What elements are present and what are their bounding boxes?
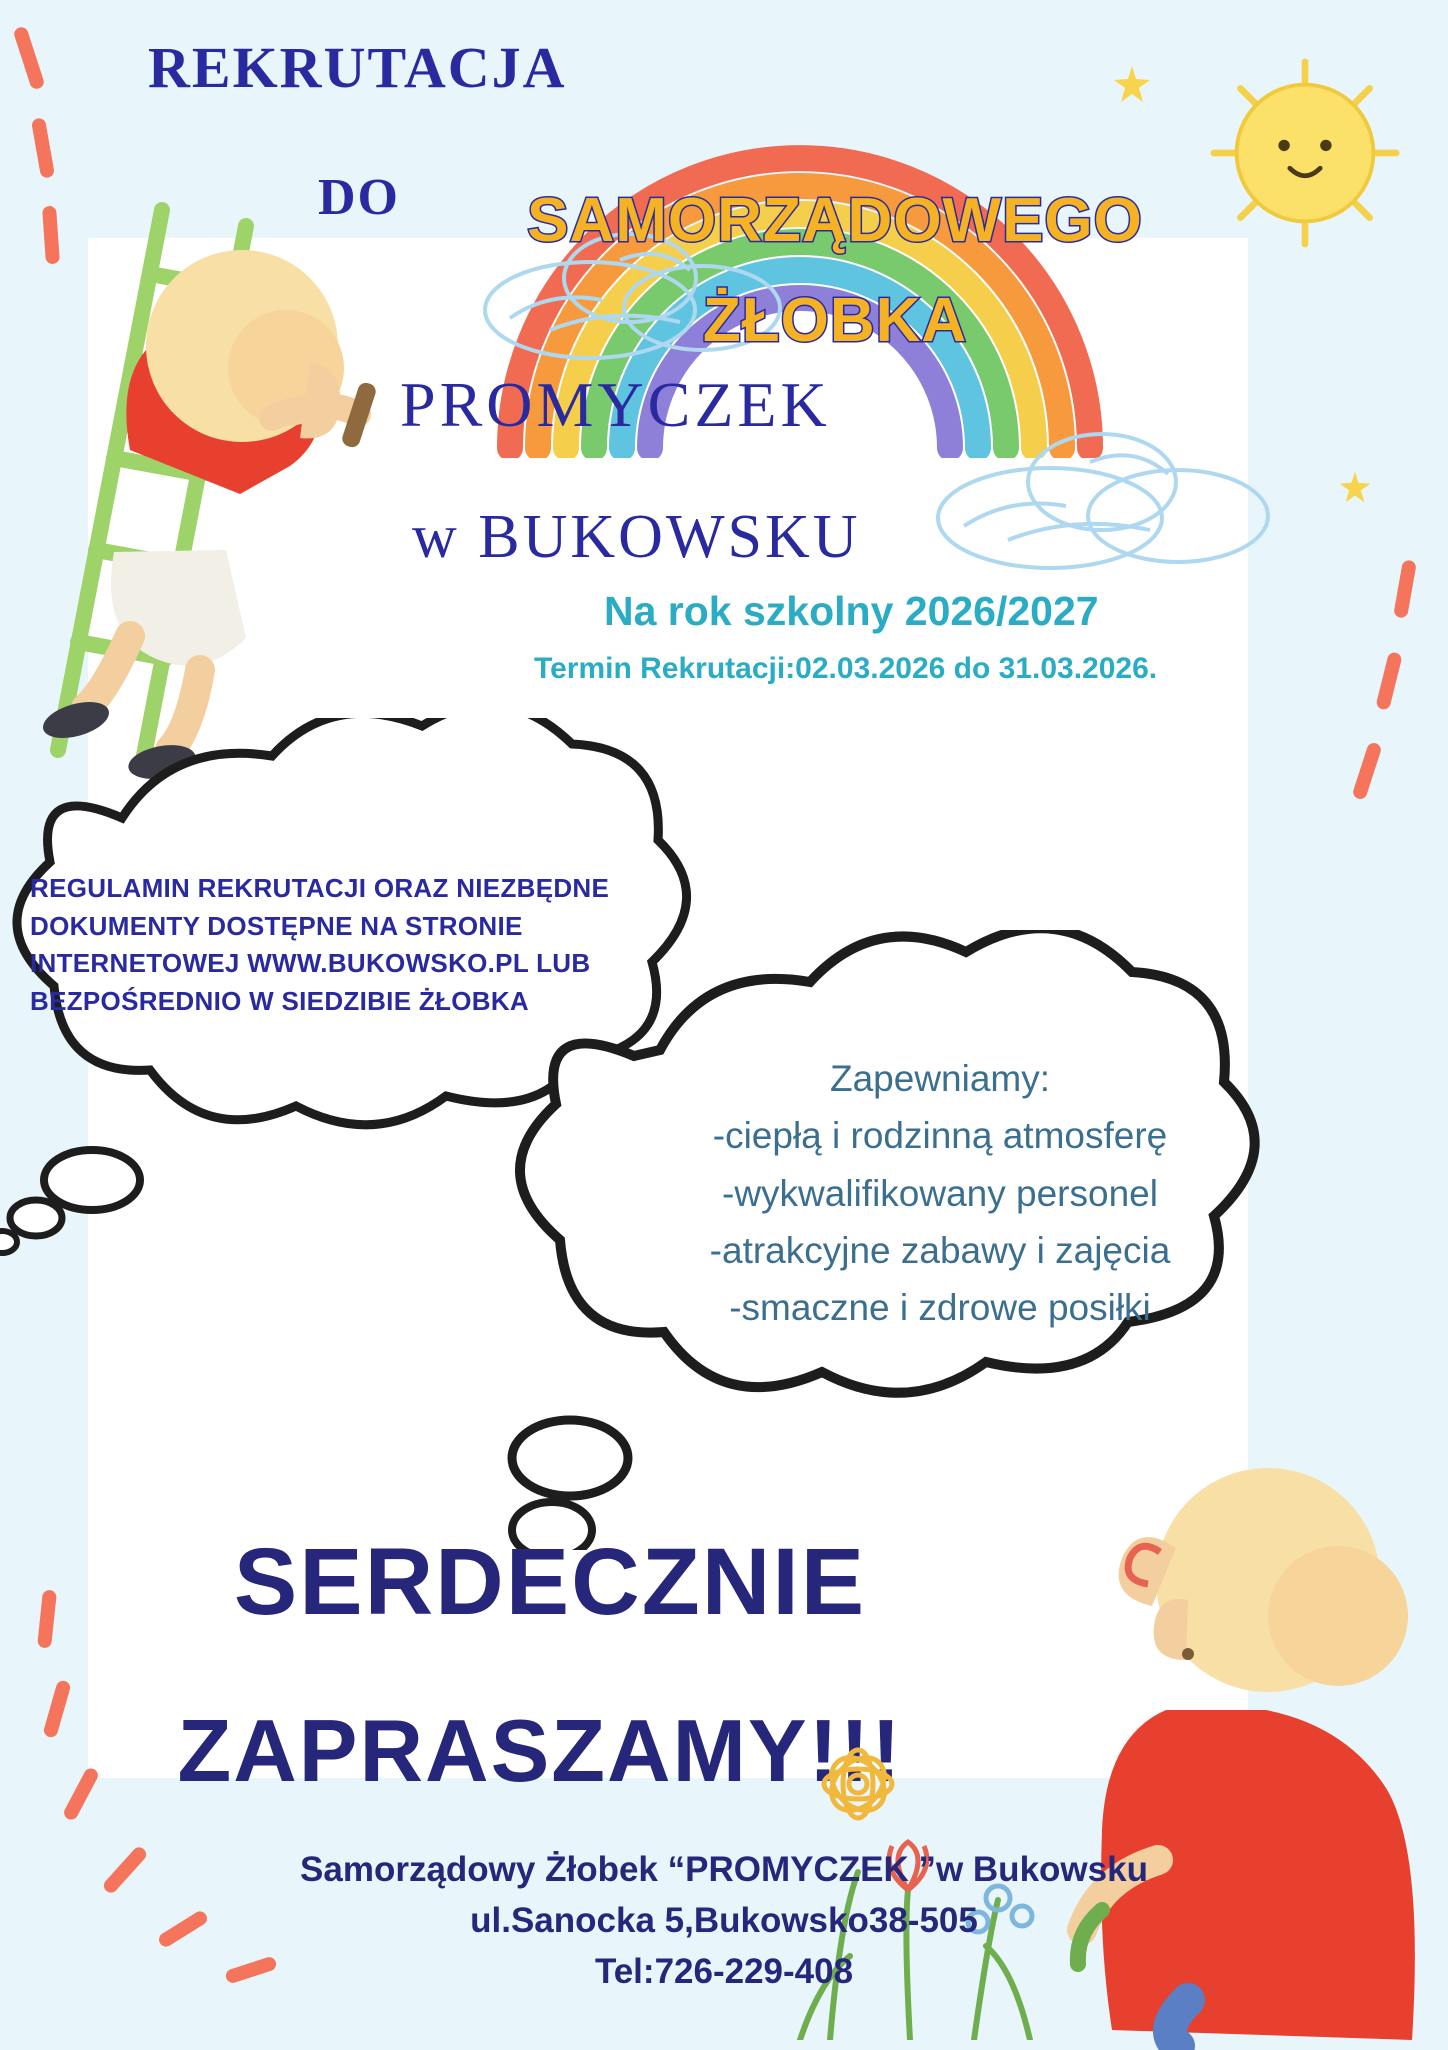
title-line-promyczek: PROMYCZEK [400, 369, 831, 440]
footer-line-phone: Tel:726-229-408 [594, 1951, 854, 1991]
slogan-line-1: SERDECZNIE [233, 1529, 867, 1635]
slogan-line-2: ZAPRASZAMY!!! [177, 1701, 903, 1800]
offer-item-2: -wykwalifikowany personel [722, 1172, 1158, 1214]
rules-line-1: REGULAMIN REKRUTACJI ORAZ NIEZBĘDNE [30, 873, 610, 903]
offer-text-block [620, 1050, 1260, 1337]
footer-line-address: ul.Sanocka 5,Bukowsko38-505 [470, 1900, 978, 1940]
offer-title: Zapewniamy: [829, 1058, 1051, 1099]
star-icon [1112, 64, 1152, 104]
offer-item-1: -ciepłą i rodzinną atmosferę [712, 1115, 1168, 1157]
recruitment-term-text: Termin Rekrutacji:02.03.2026 do 31.03.2026. [534, 652, 1158, 685]
school-year-text: Na rok szkolny 2026/2027 [604, 588, 1099, 634]
footer-line-name: Samorządowy Żłobek “PROMYCZEK ”w Bukowsku [300, 1850, 1148, 1889]
child-on-ladder-illustration [10, 150, 430, 790]
offer-item-3: -atrakcyjne zabawy i zajęcia [709, 1230, 1171, 1272]
rules-line-3: INTERNETOWEJ WWW.BUKOWSKO.PL LUB [30, 948, 591, 979]
title-line-do: DO [318, 169, 400, 226]
sun-icon [1210, 58, 1400, 248]
offer-item-4: -smaczne i zdrowe posiłki [729, 1287, 1151, 1329]
title-line-zlobka: ŻŁOBKA [702, 286, 968, 355]
cloud-icon [930, 400, 1290, 580]
title-line-rekrutacja: REKRUTACJA [148, 35, 567, 100]
title-line-bukowsku: w BUKOWSKU [412, 503, 861, 571]
rules-line-2: DOKUMENTY DOSTĘPNE NA STRONIE [30, 910, 523, 941]
star-icon [1338, 470, 1372, 504]
title-line-samorzadowego: SAMORZĄDOWEGO [527, 186, 1143, 255]
rules-line-4: BEZPOŚREDNIO W SIEDZIBIE ŻŁOBKA [30, 986, 529, 1017]
contact-footer [0, 1845, 1448, 1997]
